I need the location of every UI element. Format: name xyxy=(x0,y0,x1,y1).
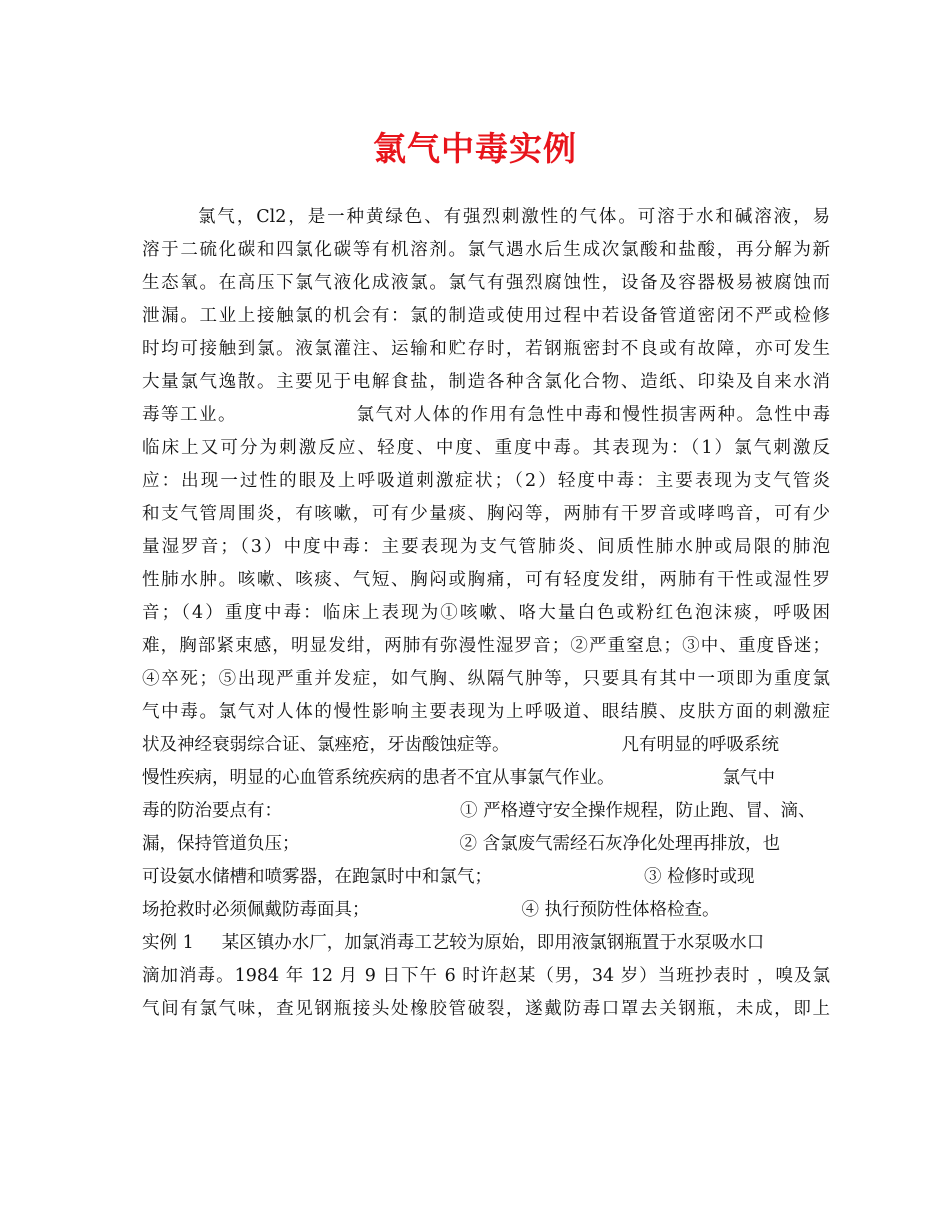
text-line: 滴加消毒。1984 年 12 月 9 日下午 6 时许赵某（男，34 岁）当班抄表时 ，嗅及氯 xyxy=(142,966,830,986)
text-line: 实例 1 某区镇办水厂，加氯消毒工艺较为原始，即用液氯钢瓶置于水泵吸水口 xyxy=(142,933,765,953)
text-line: 难，胸部紧束感，明显发绀，两肺有弥漫性湿罗音；②严重窒息；③中、重度昏迷； xyxy=(142,636,830,656)
text-line: 时均可接触到氯。液氯灌注、运输和贮存时，若钢瓶密封不良或有故障，亦可发生 xyxy=(142,339,830,359)
text-line: 性肺水肿。咳嗽、咳痰、气短、胸闷或胸痛，可有轻度发绀，两肺有干性或湿性罗 xyxy=(142,570,830,590)
text-line: 生态氧。在高压下氯气液化成液氯。氯气有强烈腐蚀性，设备及容器极易被腐蚀而 xyxy=(142,273,830,293)
text-line: 泄漏。工业上接触氯的机会有：氯的制造或使用过程中若设备管道密闭不严或检修 xyxy=(142,306,830,326)
text-line: 应：出现一过性的眼及上呼吸道刺激症状；（2）轻度中毒：主要表现为支气管炎 xyxy=(142,471,830,491)
text-line: 状及神经衰弱综合证、氯痤疮，牙齿酸蚀症等。 凡有明显的呼吸系统 xyxy=(142,735,779,755)
page-title: 氯气中毒实例 xyxy=(373,129,577,168)
text-line: 临床上又可分为刺激反应、轻度、中度、重度中毒。其表现为：（1）氯气刺激反 xyxy=(142,438,830,458)
text-line: 漏，保持管道负压； ② 含氯废气需经石灰净化处理再排放，也 xyxy=(142,834,781,854)
text-line: 场抢救时必须佩戴防毒面具； ④ 执行预防性体格检查。 xyxy=(142,900,720,920)
text-line: 量湿罗音；（3）中度中毒：主要表现为支气管肺炎、间质性肺水肿或局限的肺泡 xyxy=(142,537,830,557)
text-line: 可设氨水储槽和喷雾器，在跑氯时中和氯气； ③ 检修时或现 xyxy=(142,867,755,887)
text-line: 大量氯气逸散。主要见于电解食盐，制造各种含氯化合物、造纸、印染及自来水消 xyxy=(142,372,830,392)
text-line: ④卒死；⑤出现严重并发症，如气胸、纵隔气肿等，只要具有其中一项即为重度氯 xyxy=(142,669,830,689)
text-line: 音；（4）重度中毒：临床上表现为①咳嗽、咯大量白色或粉红色泡沫痰，呼吸困 xyxy=(142,603,830,623)
text-line: 毒的防治要点有： ① 严格遵守安全操作规程，防止跑、冒、滴、 xyxy=(142,801,816,821)
text-line: 慢性疾病，明显的心血管系统疾病的患者不宜从事氯气作业。 氯气中 xyxy=(142,768,775,788)
text-line: 和支气管周围炎，有咳嗽，可有少量痰、胸闷等，两肺有干罗音或哮鸣音，可有少 xyxy=(142,504,830,524)
document-body xyxy=(142,201,830,1026)
text-line: 氯气，Cl2，是一种黄绿色、有强烈刺激性的气体。可溶于水和碱溶液，易 xyxy=(198,207,830,227)
text-line: 气间有氯气味，查见钢瓶接头处橡胶管破裂，遂戴防毒口罩去关钢瓶，未成，即上 xyxy=(142,999,830,1019)
text-line: 气中毒。氯气对人体的慢性影响主要表现为上呼吸道、眼结膜、皮肤方面的刺激症 xyxy=(142,702,830,722)
text-line: 毒等工业。 氯气对人体的作用有急性中毒和慢性损害两种。急性中毒 xyxy=(142,405,830,425)
text-line: 溶于二硫化碳和四氯化碳等有机溶剂。氯气遇水后生成次氯酸和盐酸，再分解为新 xyxy=(142,240,830,260)
